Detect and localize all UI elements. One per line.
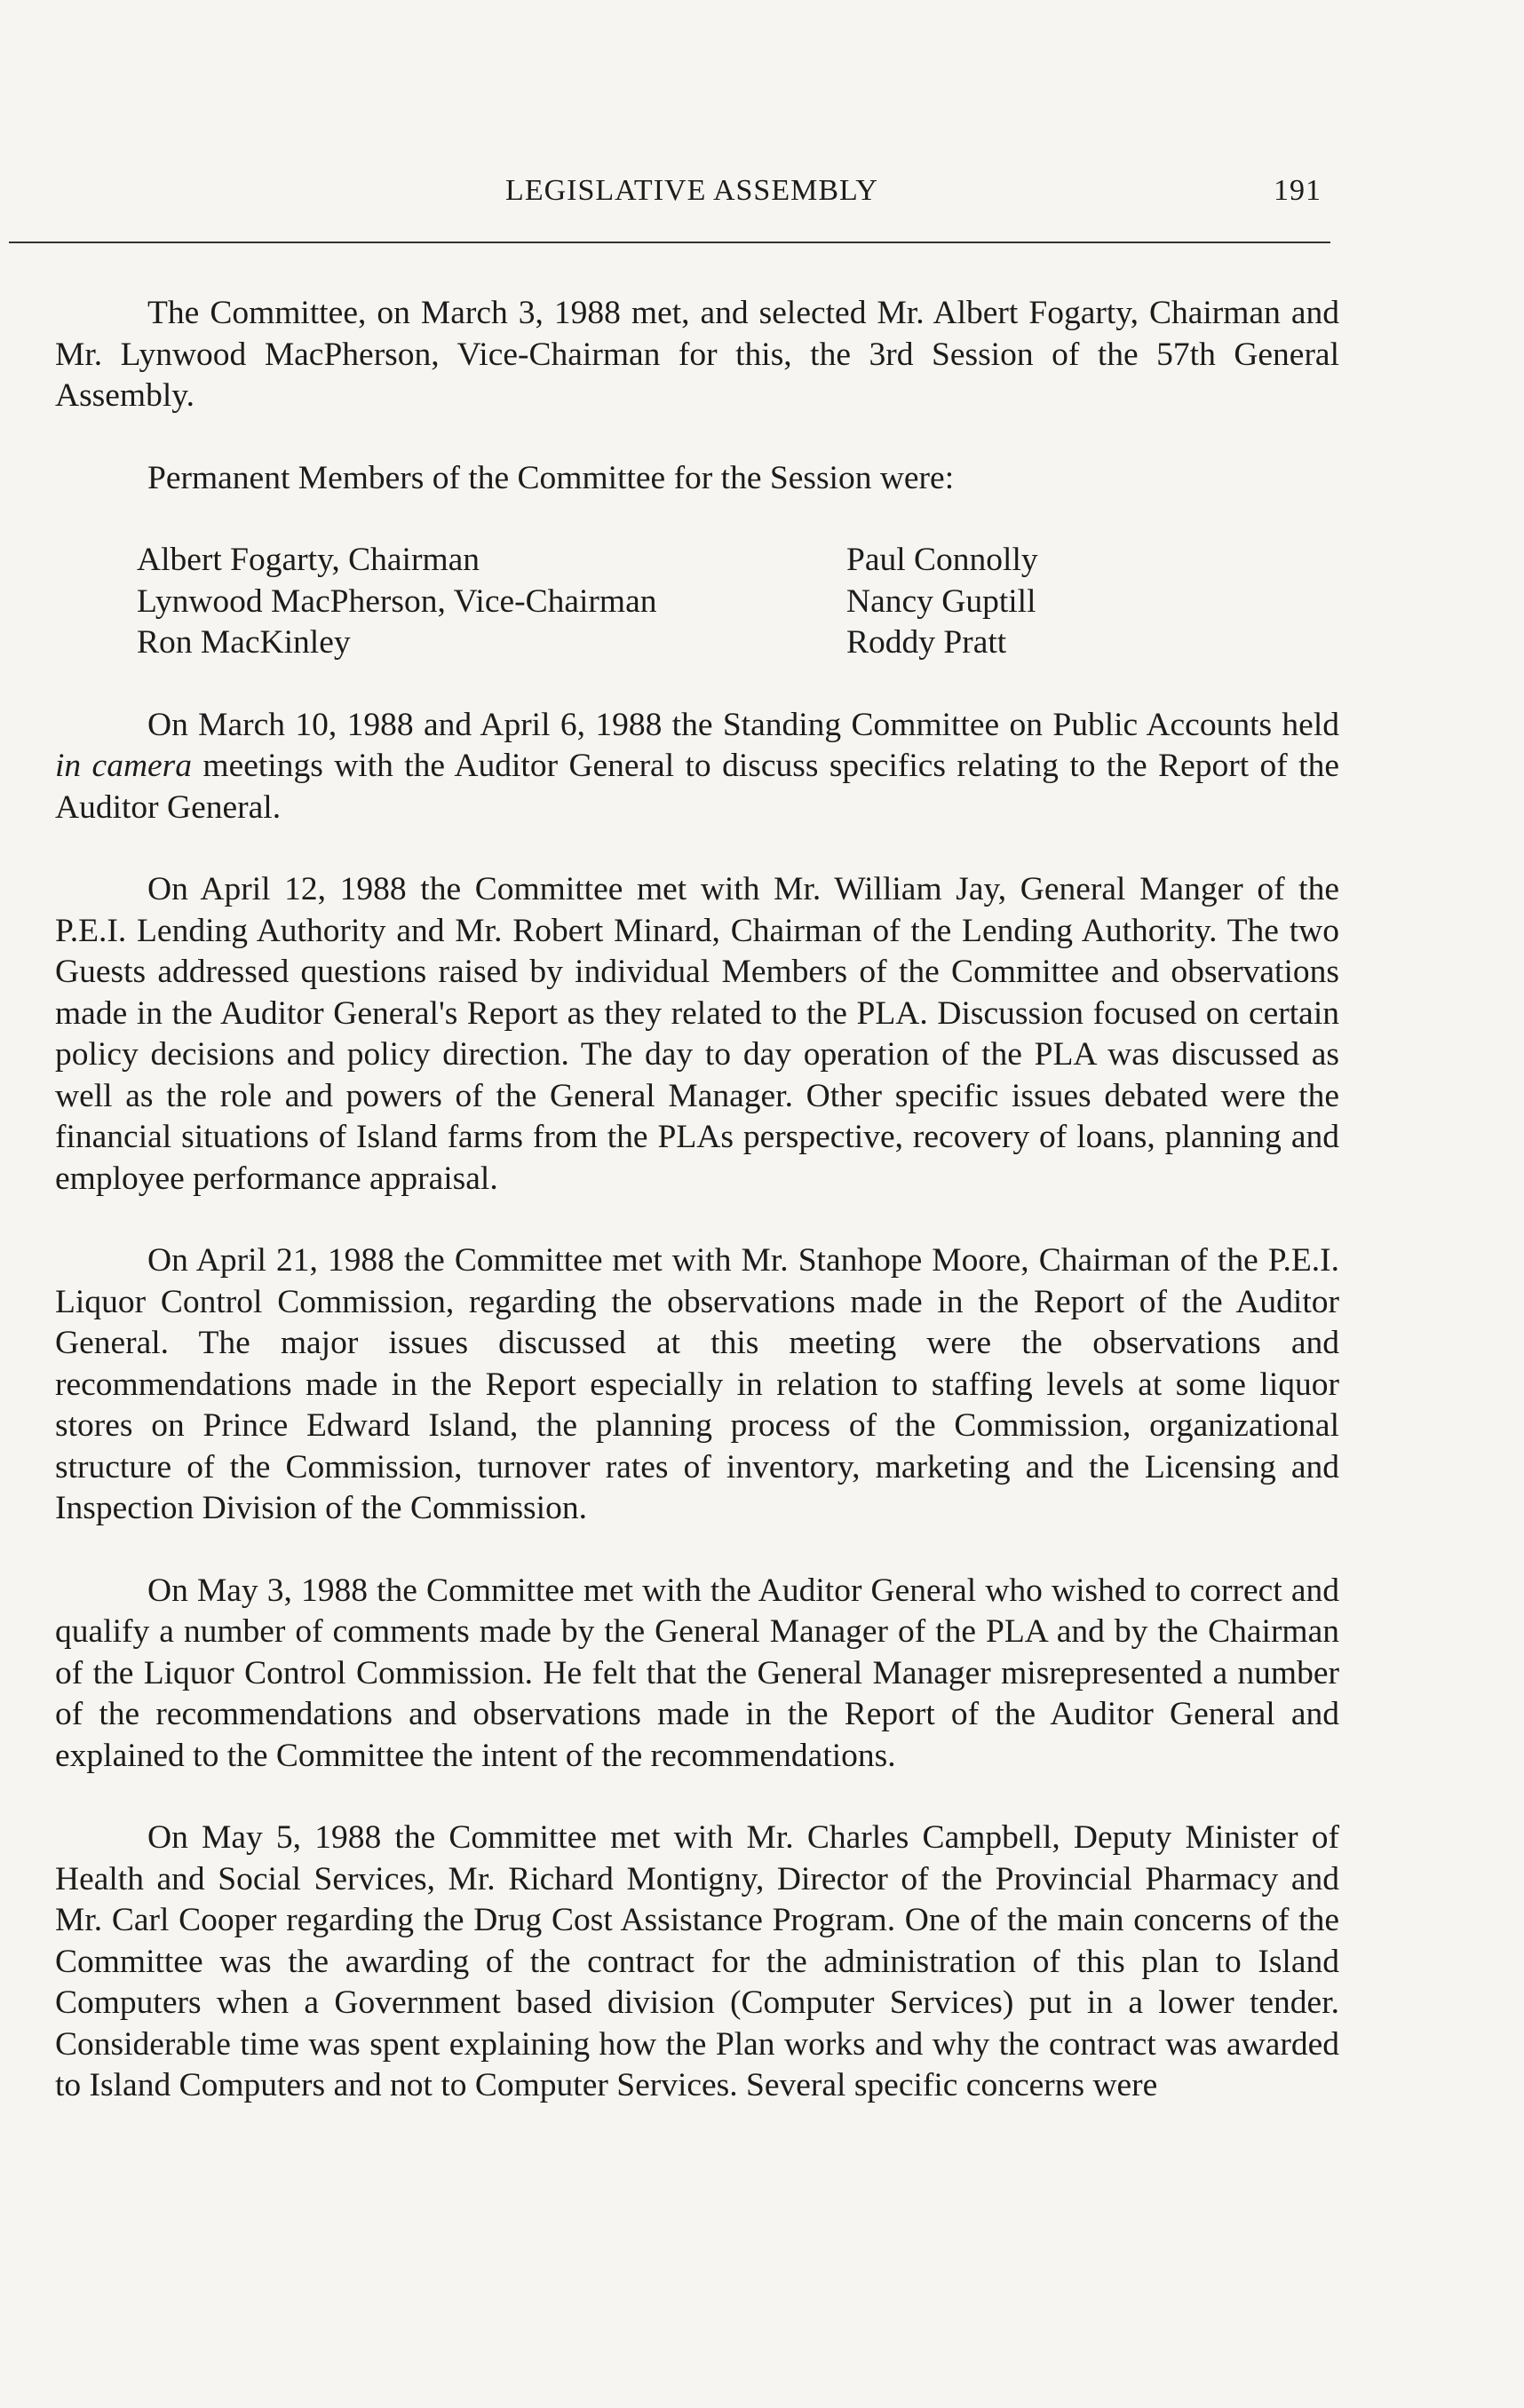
member-name: Roddy Pratt (846, 624, 1007, 661)
member-name: Ron MacKinley (137, 624, 351, 661)
paragraph-in-camera-meetings (55, 705, 1339, 829)
header-title: LEGISLATIVE ASSEMBLY (505, 174, 878, 207)
member-name: Albert Fogarty, Chairman (137, 542, 480, 578)
paragraph-text: On March 10, 1988 and April 6, 1988 the Standing Committee on Public Accounts held (147, 706, 1339, 743)
document-body (55, 293, 1339, 2107)
paragraph-committee-selection: The Committee, on March 3, 1988 met, and selected Mr. Albert Fogarty, Chairman and Mr. Lynwood MacPherson, Vice-Chairman for this, the 3rd Session of the 57th General Assembly. (55, 295, 1339, 414)
member-name: Lynwood MacPherson, Vice-Chairman (137, 582, 657, 620)
members-list (55, 540, 1339, 664)
paragraph-text: meetings with the Auditor General to discuss specifics relating to the Report of the Auditor General. (55, 748, 1339, 826)
member-name: Paul Connolly (846, 542, 1038, 578)
paragraph-liquor-control: On April 21, 1988 the Committee met with Mr. Stanhope Moore, Chairman of the P.E.I. Liquor Control Commission, regarding the observations made in the Report of the Auditor General. The major issues discussed at this meeting were the observations and recommendations made in the Report especially in relation to staffing levels at some liquor stores on Prince Edward Island, the planning process of the Commission, organizational structure of the Commission, turnover rates of inventory, marketing and the Licensing and Inspection Division of the Commission. (55, 1242, 1339, 1526)
member-name: Nancy Guptill (846, 582, 1036, 620)
paragraph-lending-authority: On April 12, 1988 the Committee met with Mr. William Jay, General Manger of the P.E.I. Lending Authority and Mr. Robert Minard, Chairman of the Lending Authority. The two Guests addressed questions raised by individual Members of the Committee and observations made in the Auditor General's Report as they related to the PLA. Discussion focused on certain policy decisions and policy direction. The day to day operation of the PLA was discussed as well as the role and powers of the General Manager. Other specific issues debated were the financial situations of Island farms from the PLAs perspective, recovery of loans, planning and employee performance appraisal. (55, 871, 1339, 1197)
paragraph-italic-text: in camera (55, 748, 193, 784)
header-rule (9, 242, 1330, 243)
paragraph-auditor-general: On May 3, 1988 the Committee met with the Auditor General who wished to correct and qualify a number of comments made by the General Manager of the PLA and by the Chairman of the Liquor Control Commission. He felt that the General Manager misrepresented a number of the recommendations and observations made in the Report of the Auditor General and explained to the Committee the intent of the recommendations. (55, 1572, 1339, 1774)
page-number: 191 (1274, 174, 1322, 207)
running-header (53, 174, 1330, 220)
paragraph-drug-cost-program: On May 5, 1988 the Committee met with Mr. Charles Campbell, Deputy Minister of Health and Social Services, Mr. Richard Montigny, Director of the Provincial Pharmacy and Mr. Carl Cooper regarding the Drug Cost Assistance Program. One of the main concerns of the Committee was the awarding of the contract for the administration of this plan to Island Computers when a Government based division (Computer Services) put in a lower tender. Considerable time was spent explaining how the Plan works and why the contract was awarded to Island Computers and not to Computer Services. Several specific concerns were (55, 1819, 1339, 2103)
paragraph-permanent-members-intro: Permanent Members of the Committee for the Session were: (147, 459, 955, 496)
